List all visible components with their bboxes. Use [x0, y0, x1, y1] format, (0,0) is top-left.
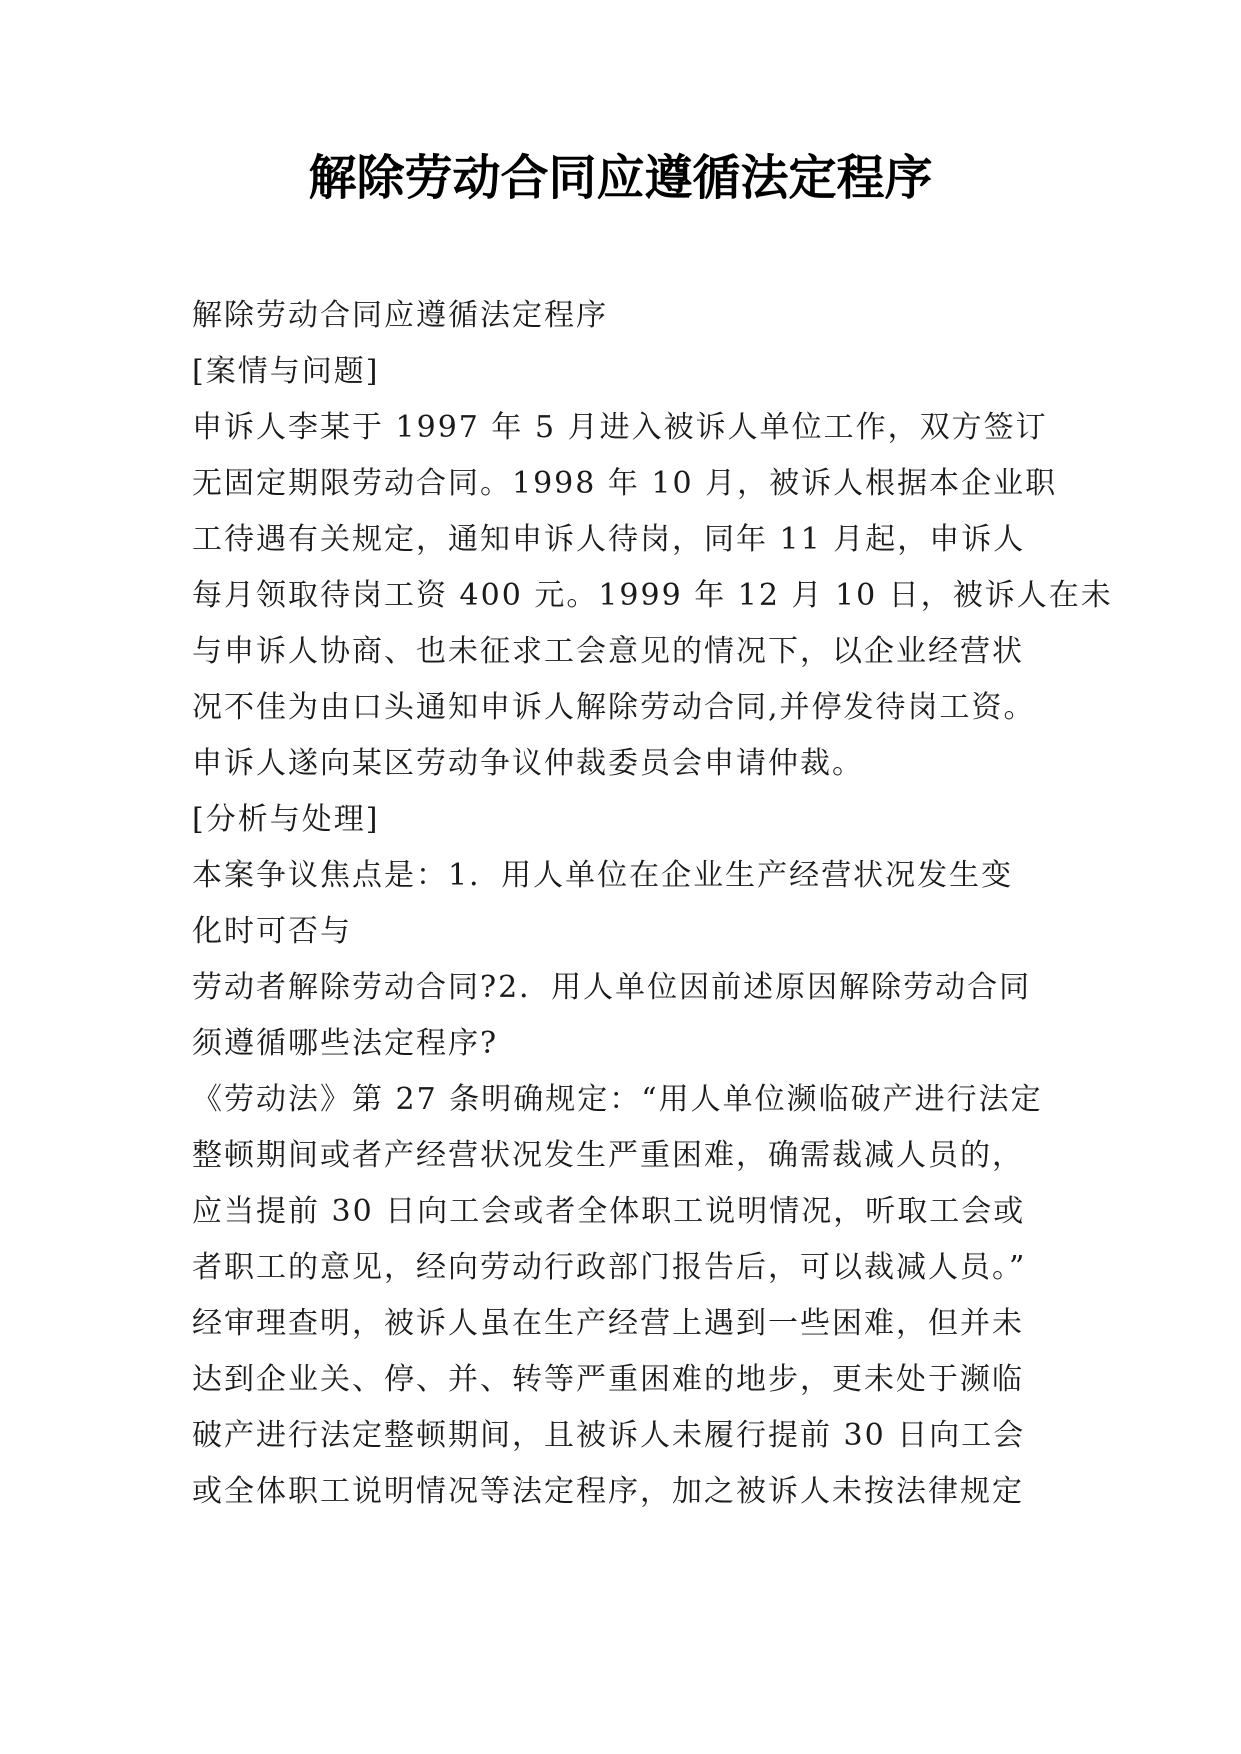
text-line: 无固定期限劳动合同。1998 年 10 月，被诉人根据本企业职 — [192, 466, 1058, 501]
text-line: 申诉人李某于 1997 年 5 月进入被诉人单位工作，双方签订 — [192, 410, 1048, 445]
text-line: 每月领取待岗工资 400 元。1999 年 12 月 10 日，被诉人在未 — [192, 578, 1113, 613]
text-line: 者职工的意见，经向劳动行政部门报告后，可以裁减人员。” — [192, 1250, 1027, 1285]
text-line: 化时可否与 — [192, 914, 352, 949]
text-line: 达到企业关、停、并、转等严重困难的地步，更未处于濒临 — [192, 1362, 1024, 1397]
text-line: 应当提前 30 日向工会或者全体职工说明情况，听取工会或 — [192, 1194, 1026, 1229]
section-heading: [案情与问题] — [192, 354, 380, 389]
text-line: 申诉人遂向某区劳动争议仲裁委员会申请仲裁。 — [192, 746, 864, 781]
section-heading: [分析与处理] — [192, 802, 380, 837]
text-line: 须遵循哪些法定程序? — [192, 1026, 499, 1061]
text-line: 况不佳为由口头通知申诉人解除劳动合同,并停发待岗工资。 — [192, 690, 1036, 725]
text-line: 工待遇有关规定，通知申诉人待岗，同年 11 月起，申诉人 — [192, 522, 1026, 557]
text-line: 解除劳动合同应遵循法定程序 — [192, 298, 608, 333]
text-line: 经审理查明，被诉人虽在生产经营上遇到一些困难，但并未 — [192, 1306, 1024, 1341]
text-line: 《劳动法》第 27 条明确规定：“用人单位濒临破产进行法定 — [192, 1082, 1043, 1117]
text-line: 与申诉人协商、也未征求工会意见的情况下，以企业经营状 — [192, 634, 1024, 669]
text-line: 整顿期间或者产经营状况发生严重困难，确需裁减人员的， — [192, 1138, 1024, 1173]
text-line: 或全体职工说明情况等法定程序，加之被诉人未按法律规定 — [192, 1474, 1024, 1509]
text-line: 本案争议焦点是：1．用人单位在企业生产经营状况发生变 — [192, 858, 1014, 893]
document-body — [192, 288, 1113, 1520]
text-line: 破产进行法定整顿期间，且被诉人未履行提前 30 日向工会 — [192, 1418, 1026, 1453]
text-line: 劳动者解除劳动合同?2．用人单位因前述原因解除劳动合同 — [192, 970, 1032, 1005]
page-title: 解除劳动合同应遵循法定程序 — [308, 150, 933, 206]
